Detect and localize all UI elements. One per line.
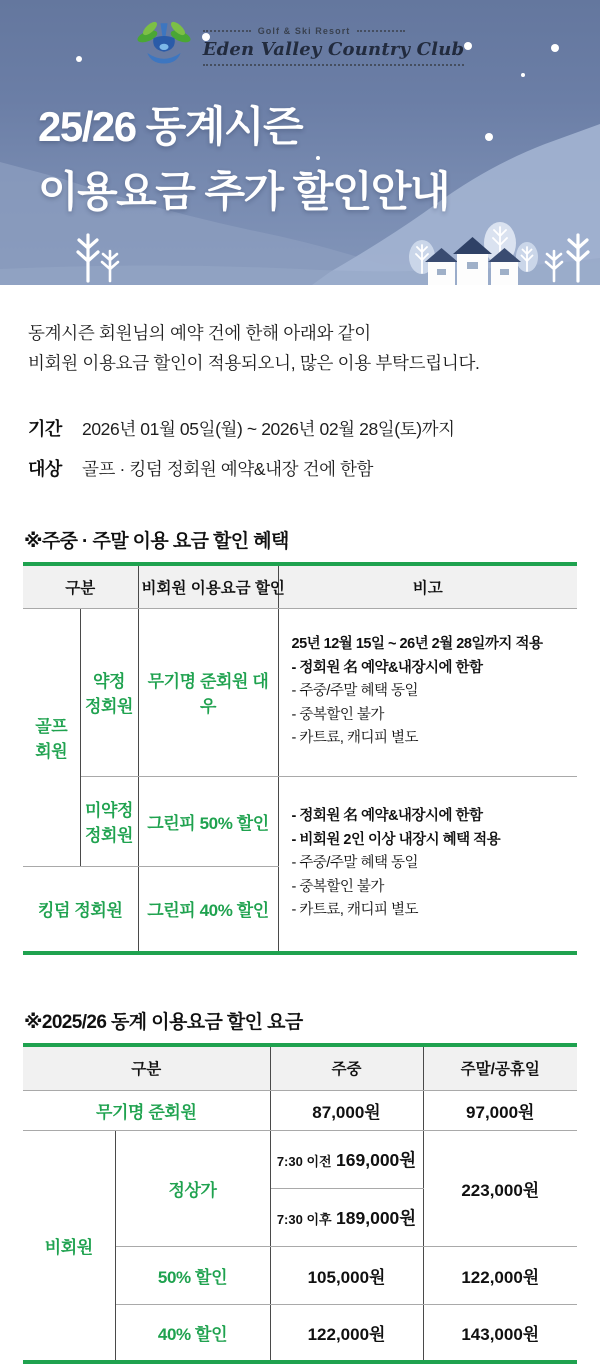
junhoewon-weekday-cell: 87,000원	[270, 1090, 423, 1130]
yakjeong-line1: 약정	[92, 672, 126, 692]
price-col-weekend: 주말/공휴일	[423, 1045, 577, 1090]
resort-name: Eden Valley Country Club	[202, 39, 465, 60]
junhoewon-weekend-cell: 97,000원	[423, 1090, 577, 1130]
resort-tagline: Golf & Ski Resort	[257, 26, 351, 36]
target-label: 대상	[28, 459, 62, 480]
houses-illustration	[408, 213, 538, 285]
miyakjeong-line1: 미약정	[84, 801, 134, 821]
page-title	[38, 94, 449, 224]
yakjeong-benefit-cell: 무기명 준회원 대우	[138, 608, 278, 776]
note-line: - 중복할인 불가	[291, 878, 384, 895]
note-line: - 비회원 2인 이상 내장시 혜택 적용	[291, 831, 501, 848]
intro-line1: 동계시즌 회원님의 예약 건에 한해 아래와 같이	[28, 323, 371, 343]
note-cell-1	[278, 608, 577, 776]
disc40-label-cell: 40% 할인	[115, 1304, 270, 1362]
golf-member-cell	[23, 608, 80, 866]
note-line: 25년 12월 15일 ~ 26년 2월 28일까지 적용	[291, 636, 543, 653]
benefit-table	[23, 562, 577, 955]
note-line: - 정회원 名 예약&내장시에 한함	[291, 808, 483, 825]
disc40-weekday-cell: 122,000원	[270, 1304, 423, 1362]
normal-weekend-cell: 223,000원	[423, 1130, 577, 1246]
snow-dot	[485, 133, 493, 141]
note-line: - 중복할인 불가	[291, 706, 384, 723]
disc50-weekday-cell: 105,000원	[270, 1246, 423, 1304]
intro-paragraph	[28, 318, 572, 378]
time-after-label: 7:30 이후	[276, 1211, 332, 1227]
note-line: - 주중/주말 혜택 동일	[291, 855, 419, 872]
note-line: - 정회원 名 예약&내장시에 한함	[291, 659, 483, 676]
tree-icon	[540, 227, 592, 283]
nonmember-cell: 비회원	[23, 1130, 115, 1362]
dotted-divider	[357, 30, 405, 32]
period-row	[28, 415, 572, 441]
note-line: - 주중/주말 혜택 동일	[291, 683, 419, 700]
kingdom-cell: 킹덤 정회원	[23, 866, 138, 953]
golf-member-line2: 회원	[35, 742, 68, 762]
miyakjeong-line2: 정회원	[84, 826, 134, 846]
junhoewon-label-cell: 무기명 준회원	[23, 1090, 270, 1130]
tree-icon	[72, 231, 124, 283]
resort-logo-icon	[136, 18, 192, 74]
price-table	[23, 1043, 577, 1364]
banner	[0, 0, 600, 285]
time-before-label: 7:30 이전	[276, 1153, 332, 1169]
dotted-divider	[203, 64, 465, 66]
golf-member-line1: 골프	[35, 717, 68, 737]
intro-line2: 비회원 이용요금 할인이 적용되오니, 많은 이용 부탁드립니다.	[28, 353, 480, 374]
dotted-divider	[203, 30, 251, 32]
table-row	[23, 1090, 577, 1130]
page-title-line2: 이용요금 추가 할인안내	[38, 168, 450, 216]
benefit-section-title: ※주중 · 주말 이용 요금 할인 혜택	[24, 531, 289, 553]
kingdom-benefit-cell: 그린피 40% 할인	[138, 866, 278, 953]
benefit-header-row	[23, 564, 577, 608]
target-row	[28, 455, 572, 481]
benefit-col-category: 구분	[23, 564, 138, 608]
note-cell-2	[278, 776, 577, 953]
benefit-col-note: 비고	[278, 564, 577, 608]
disc50-weekend-cell: 122,000원	[423, 1246, 577, 1304]
time-after-price: 189,000원	[336, 1207, 417, 1228]
resort-logo	[0, 18, 600, 74]
time-before-price: 169,000원	[336, 1149, 417, 1170]
disc50-label-cell: 50% 할인	[115, 1246, 270, 1304]
table-row	[23, 1130, 577, 1188]
normal-before-cell	[270, 1130, 423, 1188]
target-value: 골프 · 킹덤 정회원 예약&내장 건에 한함	[82, 459, 374, 480]
price-col-category: 구분	[23, 1045, 270, 1090]
price-section-title: ※2025/26 동계 이용요금 할인 요금	[24, 1012, 303, 1034]
normal-after-cell	[270, 1188, 423, 1246]
price-col-weekday: 주중	[270, 1045, 423, 1090]
note-line: - 카트료, 캐디피 별도	[291, 730, 419, 747]
note-line: - 카트료, 캐디피 별도	[291, 902, 419, 919]
table-row	[23, 776, 577, 866]
yakjeong-line2: 정회원	[84, 697, 134, 717]
period-value: 2026년 01월 05일(월) ~ 2026년 02월 28일(토)까지	[82, 419, 455, 440]
info-block	[28, 415, 572, 481]
period-label: 기간	[28, 419, 62, 440]
resort-logo-text	[203, 26, 465, 66]
disc40-weekend-cell: 143,000원	[423, 1304, 577, 1362]
page-title-line1: 25/26 동계시즌	[38, 103, 303, 150]
price-header-row	[23, 1045, 577, 1090]
benefit-col-discount: 비회원 이용요금 할인	[138, 564, 278, 608]
miyakjeong-cell	[80, 776, 138, 866]
normal-price-label-cell: 정상가	[115, 1130, 270, 1246]
yakjeong-cell	[80, 608, 138, 776]
table-row	[23, 608, 577, 776]
miyakjeong-benefit-cell: 그린피 50% 할인	[138, 776, 278, 866]
